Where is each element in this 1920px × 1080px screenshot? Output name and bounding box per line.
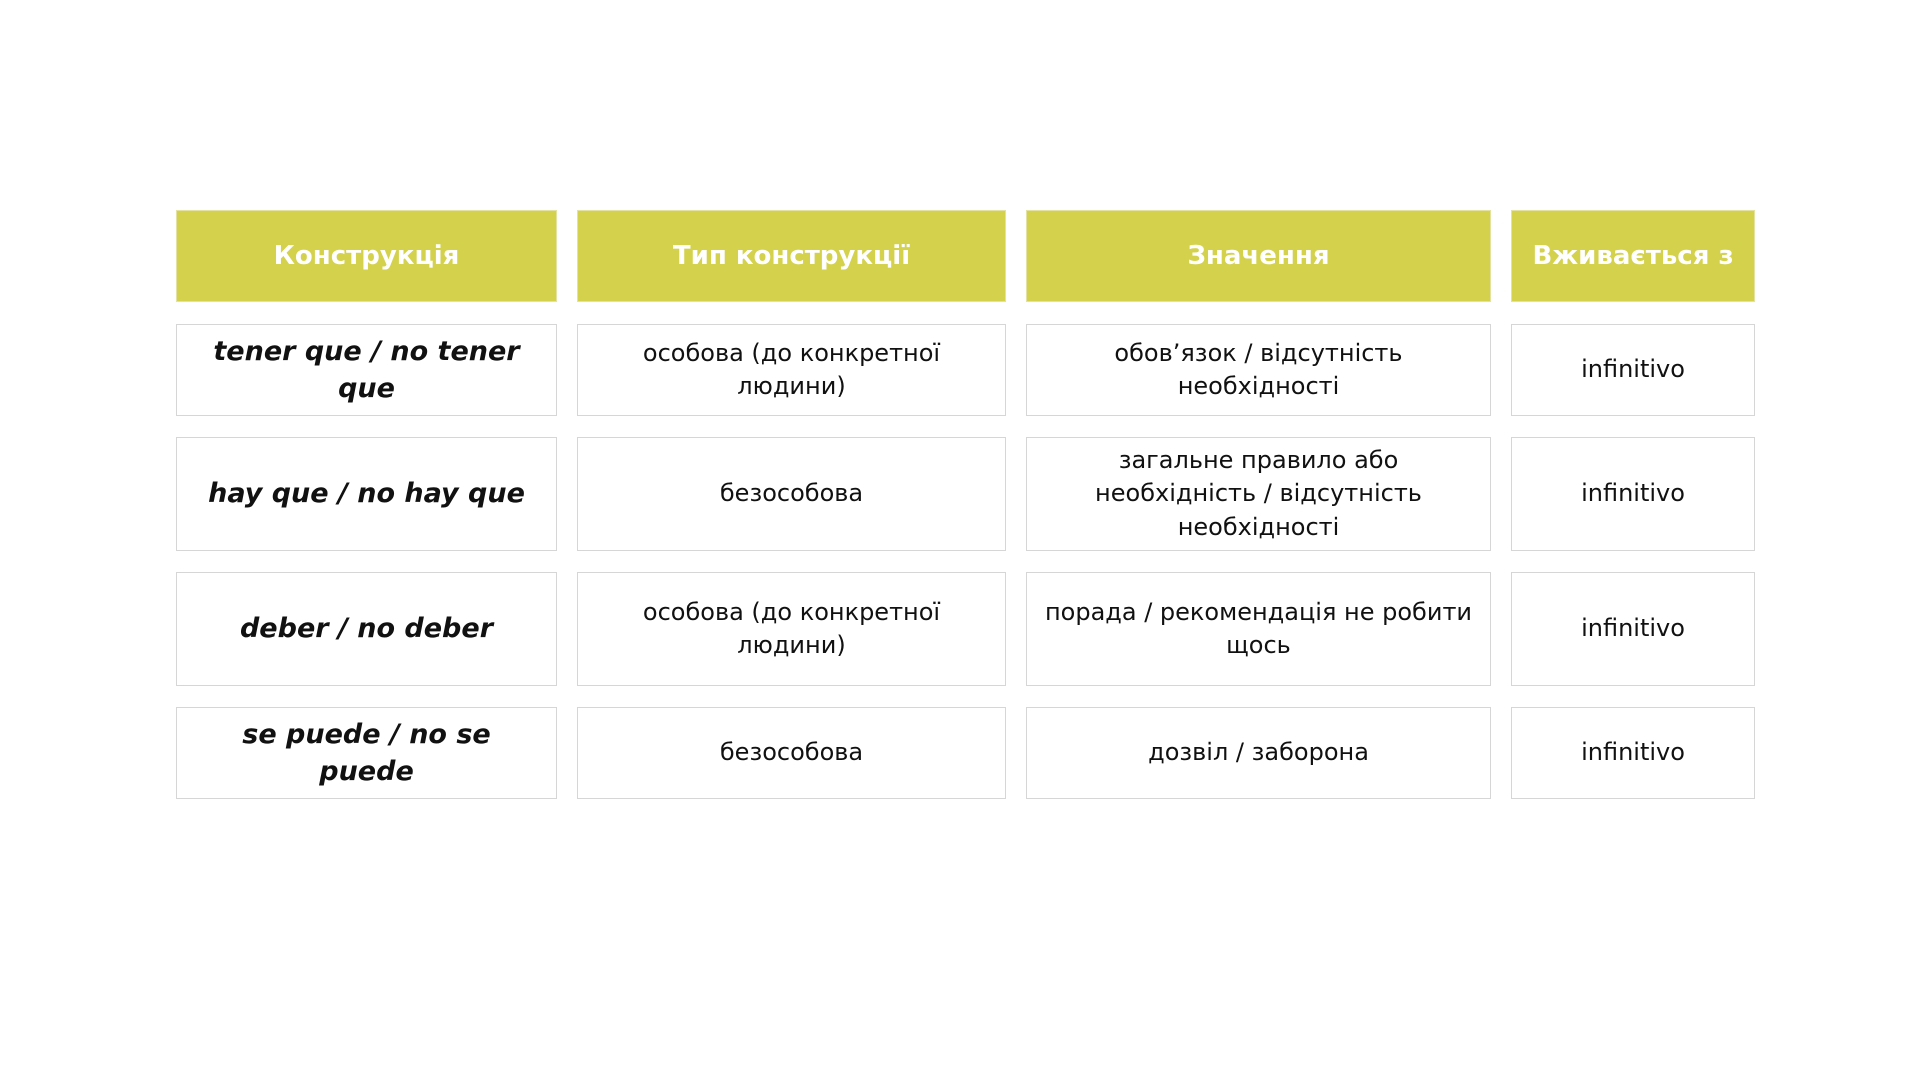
header-construction: Конструкція: [176, 210, 557, 302]
cell-type: особова (до конкретної людини): [577, 324, 1006, 416]
header-type: Тип конструкції: [577, 210, 1006, 302]
cell-type: особова (до конкретної людини): [577, 572, 1006, 686]
cell-construction: se puede / no se puede: [176, 707, 557, 799]
cell-type: безособова: [577, 437, 1006, 551]
header-used-with: Вживається з: [1511, 210, 1755, 302]
cell-construction: deber / no deber: [176, 572, 557, 686]
cell-meaning: дозвіл / заборона: [1026, 707, 1491, 799]
cell-used-with: infinitivo: [1511, 437, 1755, 551]
cell-meaning: обов’язок / відсутність необхідності: [1026, 324, 1491, 416]
cell-construction: tener que / no tener que: [176, 324, 557, 416]
cell-meaning: загальне правило або необхідність / відсутність необхідності: [1026, 437, 1491, 551]
cell-construction: hay que / no hay que: [176, 437, 557, 551]
cell-used-with: infinitivo: [1511, 707, 1755, 799]
header-meaning: Значення: [1026, 210, 1491, 302]
cell-meaning: порада / рекомендація не робити щось: [1026, 572, 1491, 686]
cell-used-with: infinitivo: [1511, 572, 1755, 686]
cell-used-with: infinitivo: [1511, 324, 1755, 416]
cell-type: безособова: [577, 707, 1006, 799]
